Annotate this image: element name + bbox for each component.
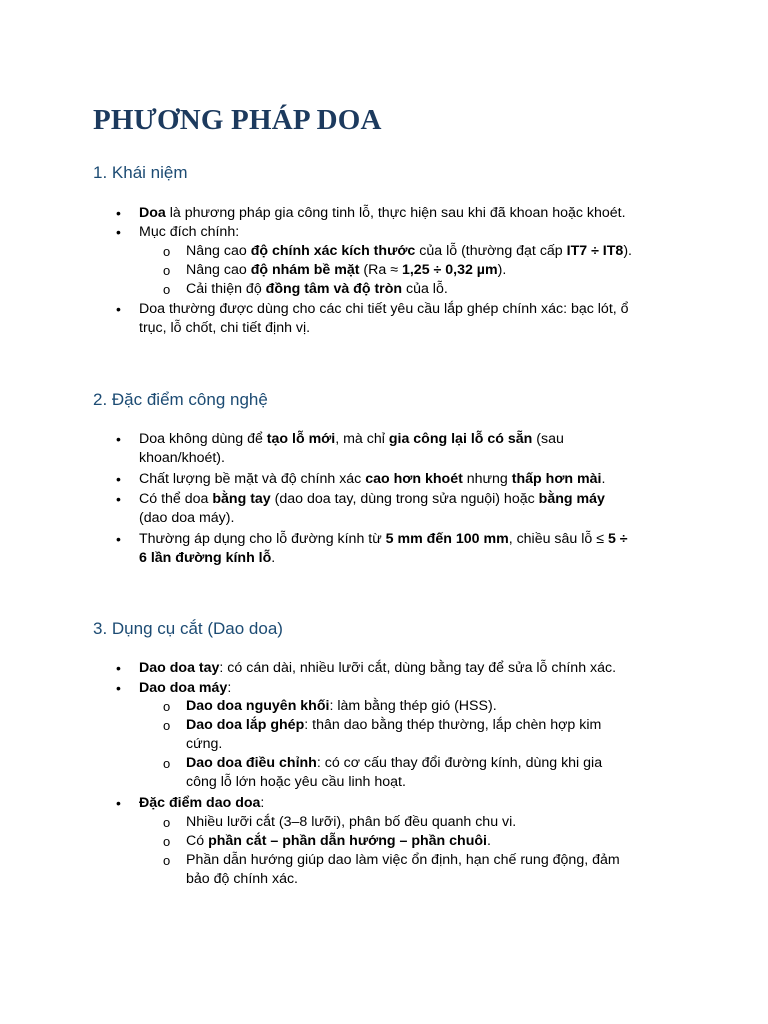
bold-term: 1,25 ÷ 0,32 µm bbox=[401, 262, 498, 278]
text-run: Thường áp dụng cho lỗ đường kính từ bbox=[139, 531, 386, 547]
list-item bbox=[139, 490, 605, 509]
bold-term: Đặc điểm dao doa bbox=[139, 795, 261, 811]
sub-list-item-continuation bbox=[186, 870, 298, 889]
text-run: . bbox=[601, 471, 606, 487]
bold-term: độ chính xác kích thước bbox=[250, 243, 416, 259]
list-item bbox=[139, 430, 564, 449]
page-title: PHƯƠNG PHÁP DOA bbox=[93, 104, 382, 136]
list-item bbox=[139, 300, 629, 319]
list-item-continuation bbox=[139, 509, 234, 528]
text-run: : bbox=[260, 795, 265, 811]
bold-term: Dao doa máy bbox=[139, 680, 228, 696]
bold-term: Dao doa điều chỉnh bbox=[186, 755, 317, 771]
sub-bullet-marker: o bbox=[163, 244, 171, 259]
text-run: , mà chỉ bbox=[335, 431, 389, 447]
bold-term: bằng tay bbox=[212, 491, 271, 507]
bullet-marker: • bbox=[116, 531, 121, 547]
bold-term: thấp hơn mài bbox=[511, 471, 602, 487]
sub-list-item bbox=[186, 280, 448, 299]
sub-list-item bbox=[186, 697, 497, 716]
text-run: . bbox=[271, 550, 276, 566]
bold-term: 6 lần đường kính lỗ bbox=[139, 550, 272, 566]
text-run: Doa không dùng để bbox=[139, 431, 267, 447]
list-item bbox=[139, 794, 264, 813]
bold-term: Dao doa nguyên khối bbox=[186, 698, 330, 714]
text-run: (dao doa máy). bbox=[139, 510, 235, 526]
list-item-continuation bbox=[139, 549, 275, 568]
bold-term: gia công lại lỗ có sẵn bbox=[388, 431, 533, 447]
bold-term: Dao doa tay bbox=[139, 660, 220, 676]
bold-term: IT7 ÷ IT8 bbox=[566, 243, 624, 259]
bullet-marker: • bbox=[116, 471, 121, 487]
bullet-marker: • bbox=[116, 680, 121, 696]
list-item bbox=[139, 470, 605, 489]
text-run: (dao doa tay, dùng trong sửa nguội) hoặc bbox=[270, 491, 539, 507]
bullet-marker: • bbox=[116, 224, 121, 240]
bullet-marker: • bbox=[116, 301, 121, 317]
sub-bullet-marker: o bbox=[163, 263, 171, 278]
sub-bullet-marker: o bbox=[163, 282, 171, 297]
text-run: (Ra ≈ bbox=[359, 262, 402, 278]
text-run: của lỗ (thường đạt cấp bbox=[415, 243, 567, 259]
sub-bullet-marker: o bbox=[163, 853, 171, 868]
text-run: Cải thiện độ bbox=[186, 281, 266, 297]
bold-term: cao hơn khoét bbox=[365, 471, 463, 487]
bullet-marker: • bbox=[116, 660, 121, 676]
text-run: : bbox=[227, 680, 232, 696]
text-run: Nâng cao bbox=[186, 243, 251, 259]
section-heading-dung-cu-cat: 3. Dụng cụ cắt (Dao doa) bbox=[93, 619, 283, 638]
text-run: : thân dao bằng thép thường, lắp chèn hợp kim bbox=[304, 717, 602, 733]
text-run: : có cán dài, nhiều lưỡi cắt, dùng bằng tay để sửa lỗ chính xác. bbox=[219, 660, 617, 676]
sub-list-item-continuation bbox=[186, 773, 406, 792]
text-run: Nhiều lưỡi cắt (3–8 lưỡi), phân bố đều quanh chu vi. bbox=[186, 814, 517, 830]
sub-bullet-marker: o bbox=[163, 699, 171, 714]
section-heading-khai-niem: 1. Khái niệm bbox=[93, 163, 188, 182]
text-run: ). bbox=[497, 262, 507, 278]
bold-term: tạo lỗ mới bbox=[266, 431, 336, 447]
text-run: , chiều sâu lỗ ≤ bbox=[508, 531, 608, 547]
text-run: Chất lượng bề mặt và độ chính xác bbox=[139, 471, 366, 487]
text-run: Có thể doa bbox=[139, 491, 213, 507]
list-item bbox=[139, 659, 616, 678]
sub-list-item bbox=[186, 832, 491, 851]
list-item bbox=[139, 204, 626, 223]
text-run: nhưng bbox=[462, 471, 512, 487]
text-run: Phần dẫn hướng giúp dao làm việc ổn định, hạn chế rung động, đảm bbox=[186, 852, 620, 868]
text-run: . bbox=[486, 833, 491, 849]
list-item-continuation bbox=[139, 449, 225, 468]
bold-term: đồng tâm và độ tròn bbox=[265, 281, 403, 297]
sub-list-item bbox=[186, 754, 602, 773]
text-run: của lỗ. bbox=[402, 281, 448, 297]
sub-list-item bbox=[186, 242, 632, 261]
sub-list-item bbox=[186, 851, 620, 870]
bold-term: Doa bbox=[139, 205, 166, 221]
sub-bullet-marker: o bbox=[163, 834, 171, 849]
bold-term: bằng máy bbox=[538, 491, 605, 507]
text-run: trục, lỗ chốt, chi tiết định vị. bbox=[139, 320, 311, 336]
sub-list-item bbox=[186, 716, 601, 735]
text-run: Có bbox=[186, 833, 209, 849]
section-heading-dac-diem: 2. Đặc điểm công nghệ bbox=[93, 390, 268, 409]
bold-term: phần cắt – phần dẫn hướng – phần chuôi bbox=[208, 833, 487, 849]
sub-bullet-marker: o bbox=[163, 815, 171, 830]
bullet-marker: • bbox=[116, 491, 121, 507]
text-run: ). bbox=[623, 243, 632, 259]
text-run: (sau bbox=[532, 431, 564, 447]
sub-bullet-marker: o bbox=[163, 756, 171, 771]
sub-bullet-marker: o bbox=[163, 718, 171, 733]
text-run: cứng. bbox=[186, 736, 223, 752]
text-run: Nâng cao bbox=[186, 262, 251, 278]
text-run: là phương pháp gia công tinh lỗ, thực hiện sau khi đã khoan hoặc khoét. bbox=[165, 205, 626, 221]
bold-term: độ nhám bề mặt bbox=[250, 262, 360, 278]
list-item bbox=[139, 223, 239, 242]
sub-list-item-continuation bbox=[186, 735, 222, 754]
bold-term: 5 mm đến 100 mm bbox=[385, 531, 509, 547]
text-run: Doa thường được dùng cho các chi tiết yêu cầu lắp ghép chính xác: bạc lót, ổ bbox=[139, 301, 629, 317]
text-run: bảo độ chính xác. bbox=[186, 871, 299, 887]
list-item bbox=[139, 679, 231, 698]
bold-term: 5 ÷ bbox=[607, 531, 628, 547]
text-run: công lỗ lớn hoặc yêu cầu linh hoạt. bbox=[186, 774, 406, 790]
bullet-marker: • bbox=[116, 431, 121, 447]
sub-list-item bbox=[186, 261, 506, 280]
list-item bbox=[139, 530, 628, 549]
bullet-marker: • bbox=[116, 205, 121, 221]
bullet-marker: • bbox=[116, 795, 121, 811]
sub-list-item bbox=[186, 813, 516, 832]
text-run: : làm bằng thép gió (HSS). bbox=[329, 698, 497, 714]
text-run: Mục đích chính: bbox=[139, 224, 240, 240]
text-run: : có cơ cấu thay đổi đường kính, dùng khi gia bbox=[316, 755, 603, 771]
list-item-continuation bbox=[139, 319, 310, 338]
bold-term: Dao doa lắp ghép bbox=[186, 717, 305, 733]
text-run: khoan/khoét). bbox=[139, 450, 225, 466]
